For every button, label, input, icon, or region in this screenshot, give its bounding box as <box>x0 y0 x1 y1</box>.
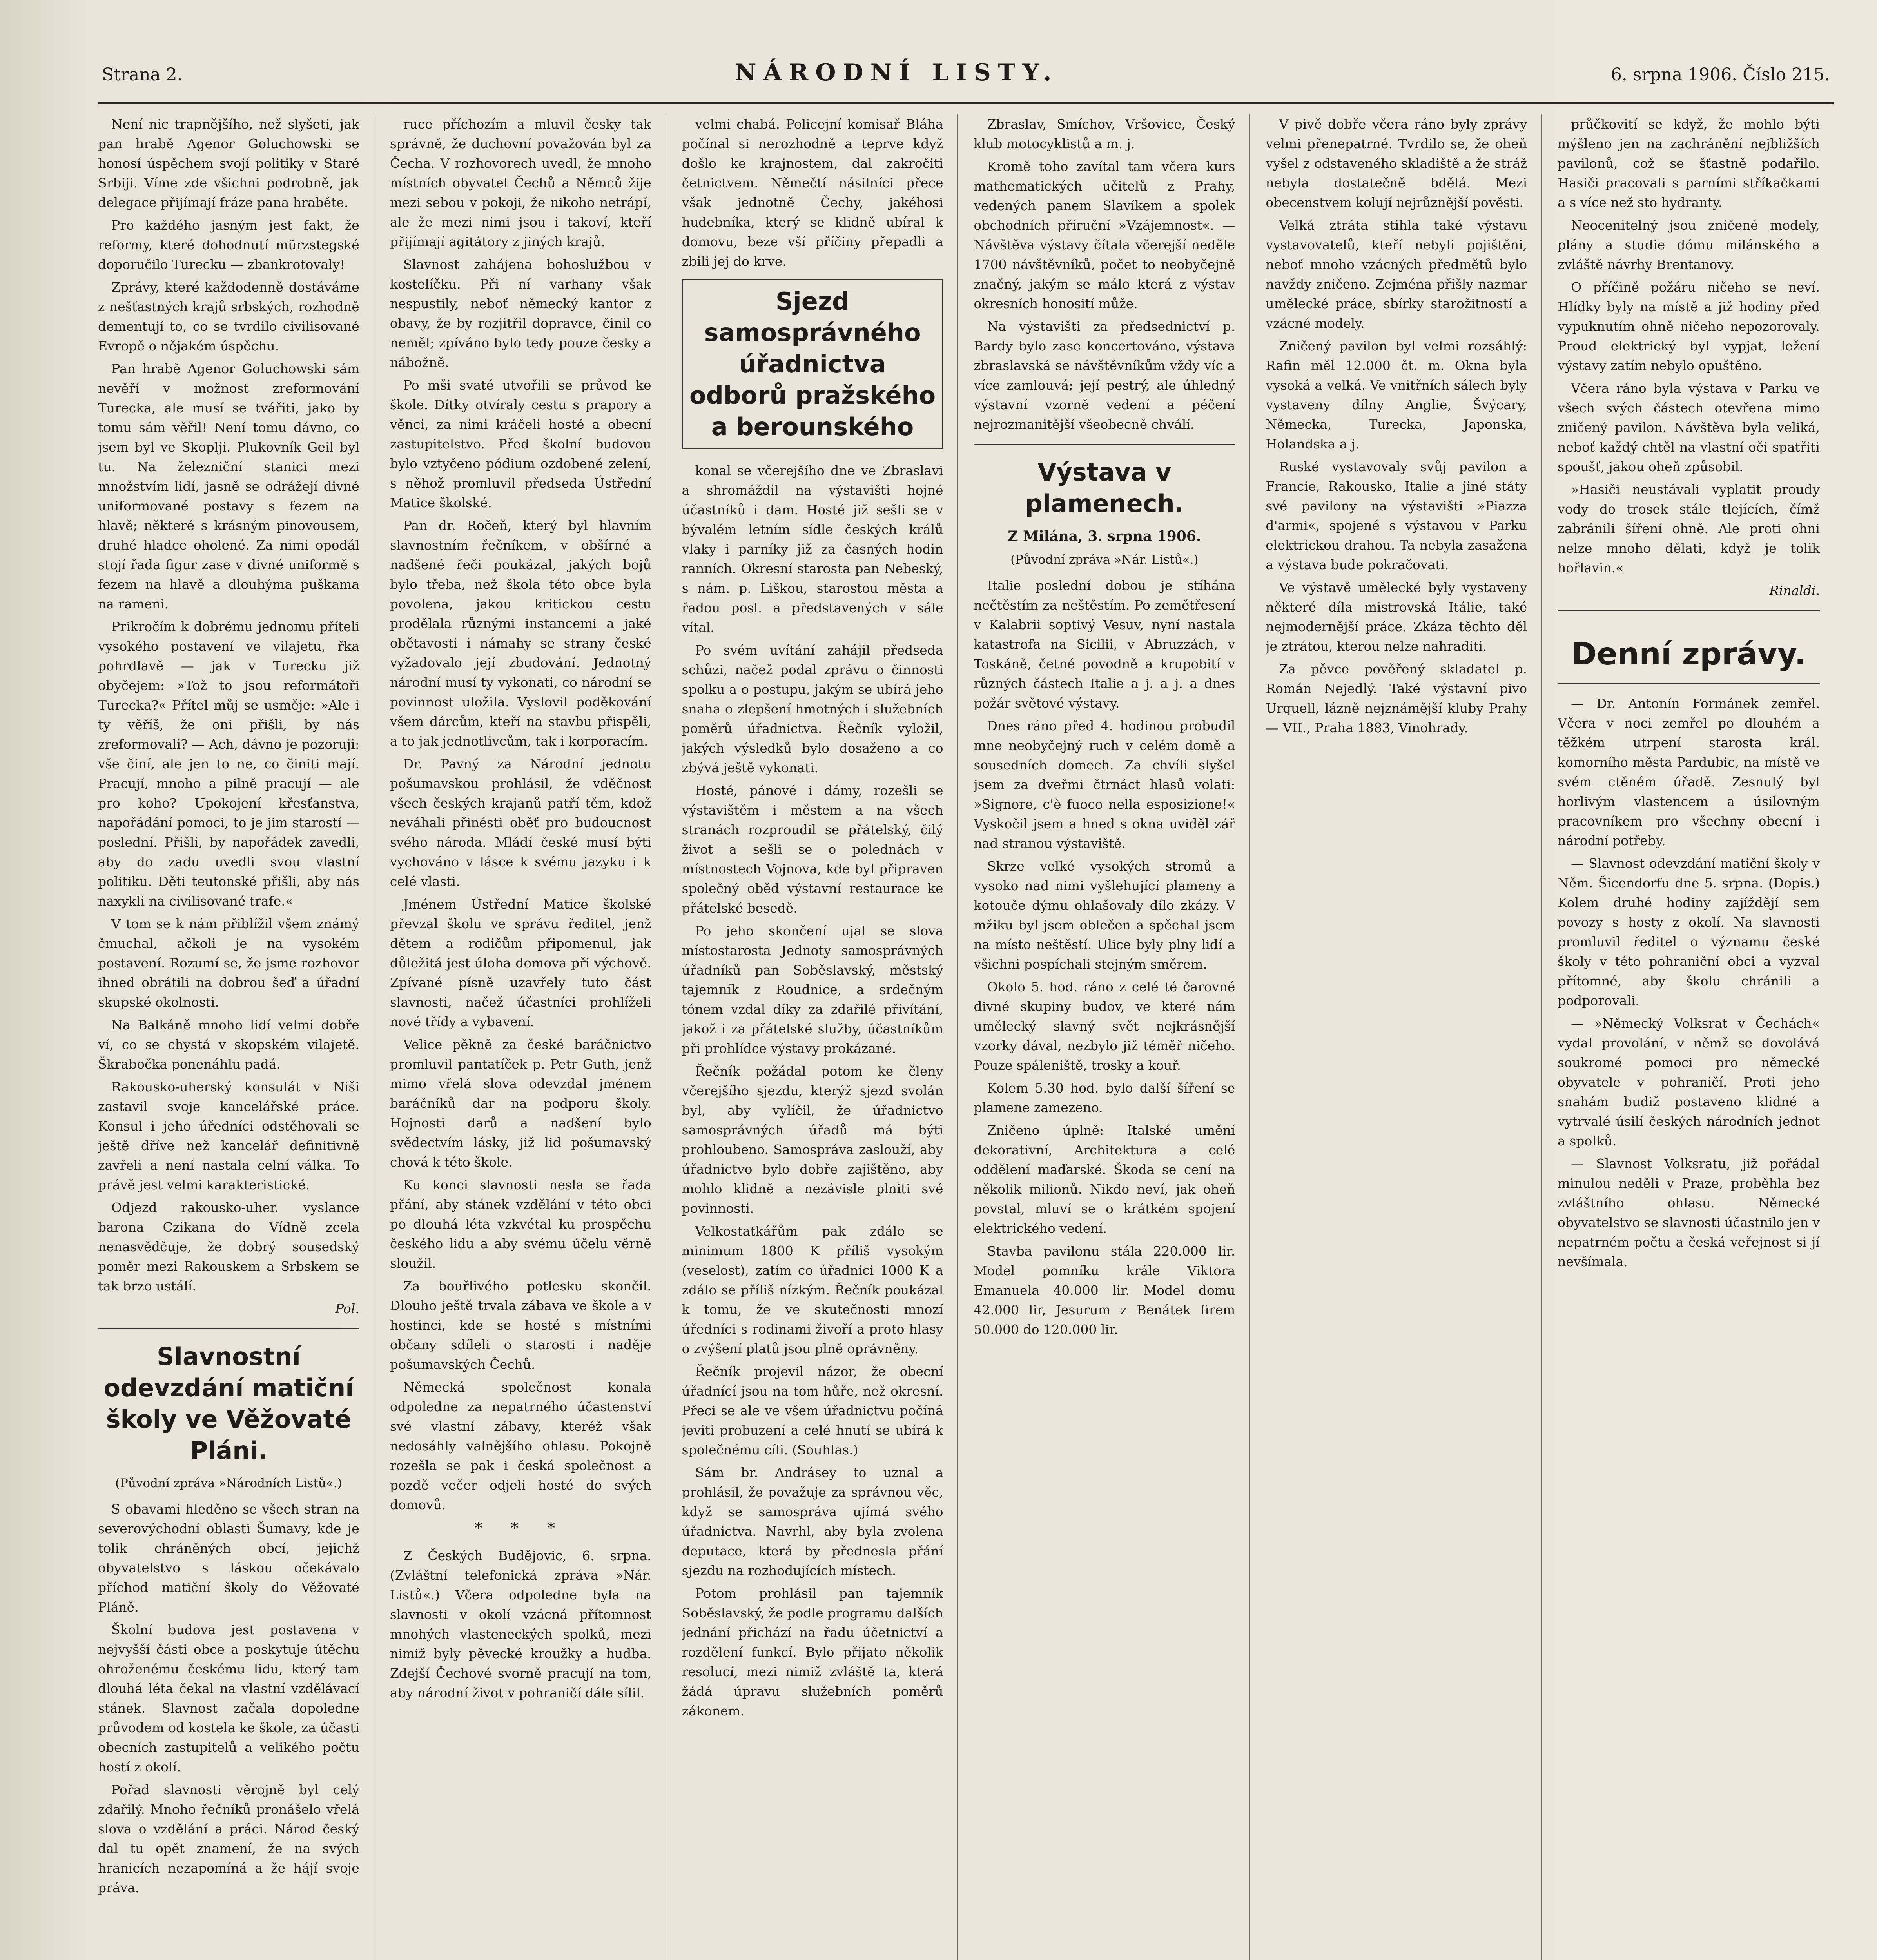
article-paragraph: Hosté, pánové i dámy, rozešli se výstavištěm i městem a na všech stranách rozproudil se přátelský, čilý život a sešli se o polednách v místnostech Vojnova, kde byl připraven společný oběd výstavní restaurace ke přátelské besedě. <box>682 783 943 916</box>
article-paragraph: Řečník projevil názor, že obecní úřadnící jsou na tom hůře, než okresní. Přeci se ale ve všem úřadnictvu počíná jeviti probuzení a celé hnutí se ubírá k společnému cíli. (Souhlas.) <box>682 1364 943 1457</box>
headline-box <box>682 279 943 449</box>
newspaper-title: NÁRODNÍ LISTY. <box>734 59 1059 86</box>
article-paragraph: Velkostatkářům pak zdálo se minimum 1800 K příliš vysokým (veselost), zatím co úřadnici 1000 K a zdálo se příliš nízkým. Řečník poukázal k tomu, že ve skutečnosti mnozí úředníci s rodinami živoří a proto hlasy o zvýšení platů jsou plně oprávněny. <box>682 1223 943 1356</box>
article-paragraph: Německá společnost konala odpoledne za nepatrného účastenství své vlastní zábavy, kteréž však nedosáhly valnějšího ohlasu. Pokojně rozešla se pak i česká společnost a pozdě večer odjeli hosté do svých domovů. <box>390 1379 651 1512</box>
headline-clerks-congress: Sjezd samosprávného úřadnictva odborů pražského a berounského <box>689 287 936 441</box>
article-paragraph: Dnes ráno před 4. hodinou probudil mne neobyčejný ruch v celém domě a sousedních domech. Za chvíli slyšel jsem za dveřmi čtrnáct hlasů volati: »Signore, c'è fuoco nella esposizione!« Vyskočil jsem a hned s okna uviděl zář nad stranou výstaviště. <box>974 718 1235 851</box>
article-paragraph: Potom prohlásil pan tajemník Soběslavský, že podle programu dalších jednání přichází na řadu účetnictví a rozdělení funkcí. Bylo přijato několik resolucí, mezi nimiž zvláště ta, která žádá úpravu služebních poměrů zákonem. <box>682 1586 943 1719</box>
masthead <box>98 59 1834 104</box>
headline-exhibition-fire: Výstava v plamenech. <box>1025 458 1184 518</box>
article-paragraph: ruce příchozím a mluvil česky tak správně, že duchovní považován byl za Čecha. V rozhovorech uvedl, že mnoho místních obyvatel Čechů a Němců žije mezi sebou v pokoji, že nikoho netrápí, ale že mezi nimi jsou i takoví, kteří přijímají agitátory z jiných krajů. <box>390 116 651 249</box>
article-signature: Pol. <box>335 1301 359 1316</box>
divider <box>1558 683 1820 684</box>
columns <box>98 114 1834 1960</box>
divider <box>974 444 1235 445</box>
article-paragraph: Pořad slavnosti věrojně byl celý zdařilý. Mnoho řečníků pronášelo vřelá slova o vzdělání a práci. Národ český dal tu opět znamení, že na svých hranicích nezapomíná a že hájí svoje práva. <box>98 1782 359 1895</box>
article-paragraph: Slavnost zahájena bohoslužbou v kostelíčku. Při ní varhany však nespustily, neboť německý kantor z obavy, že by rozjitřil dopravce, činil co neměl; zpíváno bylo tedy pouze česky a nábožně. <box>390 257 651 370</box>
article-paragraph: Rakousko-uherský konsulát v Niši zastavil svoje kancelářské práce. Konsul i jeho úředníci odstěhovali se ještě dříve než kancelář definitivně zavřeli a není nastala celní válka. To právě jest velmi karakteristické. <box>98 1079 359 1192</box>
article-paragraph: Na výstavišti za předsednictví p. Bardy bylo zase koncertováno, výstava zbraslavská se návštěvníkům vždy víc a více zamlouvá; její pestrý, ale úhledný výstavní vzorně vedení a péčení nejrozmanitější všeobecně chválí. <box>974 319 1235 432</box>
article-paragraph: V pivě dobře včera ráno byly zprávy velmi přenepatrné. Tvrdilo se, že oheň vyšel z odstaveného skladiště a že stráž nebyla dostatečně bdělá. Mezi obecenstvem kolují nejrůznější pověsti. <box>1266 116 1527 210</box>
article-paragraph: Odjezd rakousko-uher. vyslance barona Czikana do Vídně zcela nenasvědčuje, že dobrý sousedský poměr mezi Rakouskem a Srbskem se tak brzo ustálí. <box>98 1200 359 1294</box>
article-paragraph: Ku konci slavnosti nesla se řada přání, aby stánek vzdělání v této obci po dlouhá léta vzkvétal ku prospěchu českého lidu a aby svému účelu věrně sloužil. <box>390 1177 651 1271</box>
article-paragraph: Skrze velké vysokých stromů a vysoko nad nimi vyšlehující plameny a kotouče dýmu ohlašovaly dílo zkázy. V mžiku byl jsem oblečen a spěchal jsem na místo neštěstí. Ulice byly plny lidí a všichni pospíchali stejným směrem. <box>974 858 1235 972</box>
column-6 <box>1558 114 1834 1960</box>
article-paragraph: Stavba pavilonu stála 220.000 lir. Model pomníku krále Viktora Emanuela 40.000 lir. Model domu 42.000 lir, Jesurum z Benátek firem 50.000 do 120.000 lir. <box>974 1243 1235 1337</box>
article-paragraph: Po mši svaté utvořili se průvod ke škole. Dítky otvíraly cestu s prapory a věnci, za nimi kráčeli hosté a obecní zastupitelstvo. Před školní budovou bylo vztyčeno pódium ozdobené zelení, s něhož promluvil předseda Ústřední Matice školské. <box>390 377 651 510</box>
article-paragraph: Kromě toho zavítal tam včera kurs mathematických učitelů z Prahy, vedených panem Slavíkem a spolek obchodních příruční »Vzájemnost«. — Návštěva výstavy čítala včerejší neděle 1700 návštěvníků, počet to neobyčejně značný, jakým se málo která z výstav okresních honosití může. <box>974 159 1235 311</box>
article-paragraph: — Slavnost Volksratu, již pořádal minulou neděli v Praze, proběhla bez zvláštního ohlasu. Německé obyvatelstvo se slavnosti účastnilo jen v nepatrném počtu a česká veřejnost si jí nevšímala. <box>1558 1156 1820 1269</box>
column-1 <box>98 114 374 1960</box>
article-paragraph: velmi chabá. Policejní komisař Bláha počínal si nerozhodně a teprve když došlo ke krajnostem, dal zakročiti četnictvem. Němečtí násilníci přece však jednotně Čechy, jakéhosi hudebníka, který se klidně ubíral k domovu, beze vší příčiny přepadli a zbili jej do krve. <box>682 116 943 269</box>
article-paragraph: — Slavnost odevzdání matiční školy v Něm. Šicendorfu dne 5. srpna. (Dopis.) Kolem druhé hodiny zajíždějí sem povozy s hosty z okolí. Na slavnosti promluvil ředitel o významu české školy v této pohraniční obci a vyzval přítomné, aby školu chránili a podporovali. <box>1558 856 1820 1008</box>
dateline: Z Milána, 3. srpna 1906. <box>1008 528 1201 544</box>
divider <box>98 1328 359 1329</box>
article-paragraph: Zbraslav, Smíchov, Vršovice, Český klub motocyklistů a m. j. <box>974 116 1235 151</box>
article-paragraph: Jménem Ústřední Matice školské převzal školu ve správu ředitel, jenž dětem a rodičům připomenul, jak důležitá jest úloha domova při výchově. Zpívané písně uzavřely tuto část slavnosti, načež účastníci prohlíželi nové třídy a vybavení. <box>390 897 651 1029</box>
article-paragraph: Pan dr. Ročeň, který byl hlavním slavnostním řečníkem, v obšírné a nadšené řeči poukázal, jakých bojů bylo třeba, než škola této obce byla povolena, jakou kritickou cestu prodělala různými instancemi a jaké obětavosti i námahy se strany české vyžadovalo její zbudování. Jednotný národní musí ty vykonati, co národní se povinnost uložila. Vyslovil poděkování všem dárcům, kteří na stavbu přispěli, a to jak jednotlivcům, tak i korporacím. <box>390 518 651 749</box>
article-paragraph: Za bouřlivého potlesku skončil. Dlouho ještě trvala zábava ve škole a v hostinci, kde se hosté s místními občany sdíleli o starosti i naděje pošumavských Čechů. <box>390 1278 651 1372</box>
column-5 <box>1266 114 1542 1960</box>
article-paragraph: Zničeno úplně: Italské umění dekorativní, Architektura a celé oddělení maďarské. Škoda se cení na několik milionů. Nikdo neví, jak oheň povstal, mluví se o krátkém spojení elektrického vedení. <box>974 1123 1235 1236</box>
article-paragraph: Italie poslední dobou je stíhána nečtěstím za neštěstím. Po zemětřesení v Kalabrii soptivý Vesuv, nyní nastala katastrofa na Sicilii, v Abruzzách, v Toskáně, četné povodně a krupobití v různých částech Italie a j. a j. a dnes požár světové výstavy. <box>974 578 1235 711</box>
source-note: (Původní zpráva »Národních Listů«.) <box>115 1476 342 1490</box>
article-paragraph: Za pěvce pověřený skladatel p. Román Nejedlý. Také výstavní pivo Urquell, lázně nejznámější kluby Prahy — VII., Praha 1883, Vinohrady. <box>1266 661 1527 735</box>
article-paragraph: Řečník požádal potom ke členy včerejšího sjezdu, kterýž sjezd svolán byl, aby vylíčil, že úřadnictvo samosprávných úřadů má býti prohloubeno. Samospráva zaslouží, aby úřadnictvo bylo dobře zajištěno, aby mohlo klidně a nezávisle plniti své povinnosti. <box>682 1063 943 1216</box>
article-paragraph: — Dr. Antonín Formánek zemřel. Včera v noci zemřel po dlouhém a těžkém utrpení starosta král. komorního města Pardubic, na místě ve svém ctěném úřadě. Zesnulý byl horlivým vlastencem a úsilovným pracovníkem pro všechny obecní i národní potřeby. <box>1558 696 1820 848</box>
article-paragraph: Po jeho skončení ujal se slova místostarosta Jednoty samosprávných úřadníků pan Soběslavský, městský tajemník z Roudnice, a srdečným tónem vzdal díky za zdařilé přivítání, jakož i za přátelské služby, účastníkům při prohlídce výstavy prokázané. <box>682 923 943 1056</box>
article-paragraph: Kolem 5.30 hod. bylo další šíření se plamene zamezeno. <box>974 1080 1235 1115</box>
article-paragraph: Okolo 5. hod. ráno z celé té čarovné divné skupiny budov, ve které nám umělecký slavný svět nejkrásnější vzorky dával, nezbylo již téměř ničeho. Pouze spáleniště, trosky a kouř. <box>974 979 1235 1073</box>
source-note: (Původní zpráva »Nár. Listů«.) <box>1010 553 1199 567</box>
column-3 <box>682 114 958 1960</box>
article-paragraph: Zničený pavilon byl velmi rozsáhlý: Rafin měl 12.000 čt. m. Okna byla vysoká a velká. Ve vnitřních sálech byly vystaveny dílny Anglie, Švýcary, Německa, Turecka, Japonska, Holandska a j. <box>1266 338 1527 452</box>
article-paragraph: Včera ráno byla výstava v Parku ve všech svých částech otevřena mimo zničený pavilon. Návštěva byla veliká, neboť každý chtěl na vlastní oči spatřiti spoušť, jakou oheň způsobil. <box>1558 381 1820 474</box>
article-paragraph: Velká ztráta stihla také výstavu vystavovatelů, kteří nebyli pojištěni, neboť mnoho vzácných předmětů bylo navždy zničeno. Zejména přišly nazmar umělecké práce, sbírky starožitností a vzácné modely. <box>1266 218 1527 331</box>
article-paragraph: — »Německý Volksrat v Čechách« vydal provolání, v němž se dovolává soukromé pomoci pro německé obyvatele v pohraničí. Proti jeho snahám budiž postaveno klidné a vytrvalé úsilí českých národních jednot a spolků. <box>1558 1016 1820 1149</box>
article-paragraph: konal se včerejšího dne ve Zbraslavi a shromáždil na výstavišti hojné účastníků i dam. Hosté již sešli se v bývalém letním sídle českých králů vlaky i parníky již za časných hodin ranních. Okresní starosta pan Nebeský, s nám. p. Liškou, starostou města a řadou posl. a představených v sále vítal. <box>682 463 943 635</box>
article-paragraph: Dr. Pavný za Národní jednotu pošumavskou prohlásil, že vděčnost všech českých krajanů patří těm, kdož neváhali přinésti oběť pro budoucnost svého národa. Mládí české musí býti vychováno v lásce k svému jazyku i k celé vlasti. <box>390 756 651 889</box>
article-paragraph: Pan hrabě Agenor Goluchowski sám nevěří v možnost zreformování Turecka, ale musí se tvářiti, jako by tomu sám věřil! Není tomu dávno, co jsem byl ve Skoplji. Plukovník Geil byl tu. Na železniční stanici mezi množstvím lidí, jasně se odrážejí divné uniformované postavy s fezem na hlavě; některé s krásným pinovousem, druhé hladce oholené. Za nimi opodál stojí řada figur zase v divné uniformě s fezem na hlavě a dlouhýma puškama na rameni. <box>98 361 359 612</box>
article-paragraph: Není nic trapnějšího, než slyšeti, jak pan hrabě Agenor Goluchowski se honosí úspěchem svojí politiky v Staré Srbiji. Víme zde všichni podrobně, jak delegace přijímají fráze pana hraběte. <box>98 116 359 210</box>
headline-daily-news: Denní zprávy. <box>1571 637 1806 672</box>
article-paragraph: V tom se k nám přiblížil všem známý čmuchal, ačkoli je na vysokém postavení. Rozumí se, že jsme rozhovor ihned obrátili na dobrou šeď a úřadní skupské okolnosti. <box>98 916 359 1010</box>
article-paragraph: Pro každého jasným jest fakt, že reformy, které dohodnutí mürzstegské doporučilo Turecku — zbankrotovaly! <box>98 218 359 272</box>
column-4 <box>974 114 1250 1960</box>
article-paragraph: Po svém uvítání zahájil předseda schůzi, načež podal zprávu o činnosti spolku a o postupu, jakým se ubírá jeho snaha o zlepšení hmotných i služebních poměrů úřadnictva. Řečník vyložil, jakých výsledků bylo dosaženo a co zbývá ještě vykonati. <box>682 642 943 775</box>
article-paragraph: Velice pěkně za české baráčnictvo promluvil pantatíček p. Petr Guth, jenž mimo vřelá slova odevzdal jménem baráčníků dar na podporu školy. Hojnosti darů a nadšení bylo svědectvím lásky, již lid pošumavský chová k této škole. <box>390 1037 651 1170</box>
section-separator: * * * <box>474 1519 567 1537</box>
article-paragraph: S obavami hleděno se všech stran na severovýchodní oblasti Šumavy, kde je tolik chráněných obcí, jejichž obyvatelstvo s láskou očekávalo příchod matiční školy do Věžovaté Pláně. <box>98 1501 359 1615</box>
article-paragraph: průčkovití se když, že mohlo býti mýšleno jen na zachránění nejbližších pavilonů, což se šťastně podařilo. Hasiči pracovali s parními stříkačkami a s více než sto hydranty. <box>1558 116 1820 210</box>
article-paragraph: Zprávy, které každodenně dostáváme z nešťastných krajů srbských, rozhodně dementují to, co se tvrdilo civilisované Evropě o nějakém úspěchu. <box>98 279 359 354</box>
column-2 <box>390 114 666 1960</box>
article-paragraph: Sám br. Andrásey to uznal a prohlásil, že považuje za správnou věc, když se samospráva ujímá svého úřadnictva. Navrhl, aby byla zvolena deputace, která by přednesla přání sjezdu na rozhodujících místech. <box>682 1465 943 1578</box>
article-paragraph: »Hasiči neustávali vyplatit proudy vody do trosek stále tlejících, čímž zabránili šíření ohně. Ale proti ohni nelze mnoho dělati, když je tolik hořlavin.« <box>1558 482 1820 575</box>
article-paragraph: Školní budova jest postavena v nejvyšší části obce a poskytuje útěchu ohroženému českému lidu, který tam dlouhá léta čekal na vlastní vzdělávací stánek. Slavnost začala dopoledne průvodem od kostela ke škole, za účasti obecních zastupitelů a velikého počtu hostí z okolí. <box>98 1622 359 1775</box>
article-paragraph: Z Českých Budějovic, 6. srpna. (Zvláštní telefonická zpráva »Nár. Listů«.) Včera odpoledne byla na slavnosti v okolí vzácná přítomnost mnohých vlasteneckých spolků, mezi nimiž byly pěvecké kroužky a hudba. Zdejší Čechové svorně pracují na tom, aby národní život v pohraničí dále sílil. <box>390 1548 651 1700</box>
issue-date-number: 6. srpna 1906. Číslo 215. <box>1610 65 1830 85</box>
headline-school-ceremony: Slavnostní odevzdání matiční školy ve Věžovaté Pláni. <box>103 1342 354 1465</box>
article-paragraph: Neocenitelný jsou zničené modely, plány a studie dómu milánského a zvláště návrhy Brentanovy. <box>1558 218 1820 272</box>
article-signature: Rinaldi. <box>1769 583 1820 598</box>
page-number: Strana 2. <box>102 65 183 85</box>
article-paragraph: Prikročím k dobrému jednomu příteli vysokého postavení ve vilajetu, řka pohrdlavě — jak v Turecku již obyčejem: »Tož to jsou reformátoři Turecka?« Přítel můj se usměje: »Ale i ty věříš, že oni přišli, by nás zreformovali? — Ach, dávno je pozoruji: vše činí, ale jen to ne, co činiti mají. Pracují, mnoho a pilně pracují — ale pro koho? Upokojení křesťanstva, napořádání pomoci, to je jim starostí — poslední. Přišli, by napořádek zavedli, aby do zadu uvedli svou vlastní politiku. Děti teutonské přišli, aby nás naxykli na civilisované trafe.« <box>98 619 359 909</box>
article-paragraph: Ve výstavě umělecké byly vystaveny některé díla mistrovská Itálie, také nejmodernější práce. Zkáza těchto děl je ztrátou, kterou nelze nahraditi. <box>1266 580 1527 654</box>
divider <box>1558 610 1820 611</box>
article-paragraph: O příčině požáru ničeho se neví. Hlídky byly na místě a již hodiny před vypuknutím ohně ničeho nepozorovaly. Proud elektrický byl vypjat, ležení výstavy zatím nebylo opuštěno. <box>1558 279 1820 373</box>
article-paragraph: Na Balkáně mnoho lidí velmi dobře ví, co se chystá v skopském vilajetě. Škrabočka ponenáhlu padá. <box>98 1017 359 1072</box>
article-paragraph: Ruské vystavovaly svůj pavilon a Francie, Rakousko, Italie a jiné státy své pavilony na výstavišti »Piazza d'armi«, spojené s výstavou v Parku elektrickou drahou. Ta nebyla zasažena a výstava bude pokračovati. <box>1266 459 1527 572</box>
